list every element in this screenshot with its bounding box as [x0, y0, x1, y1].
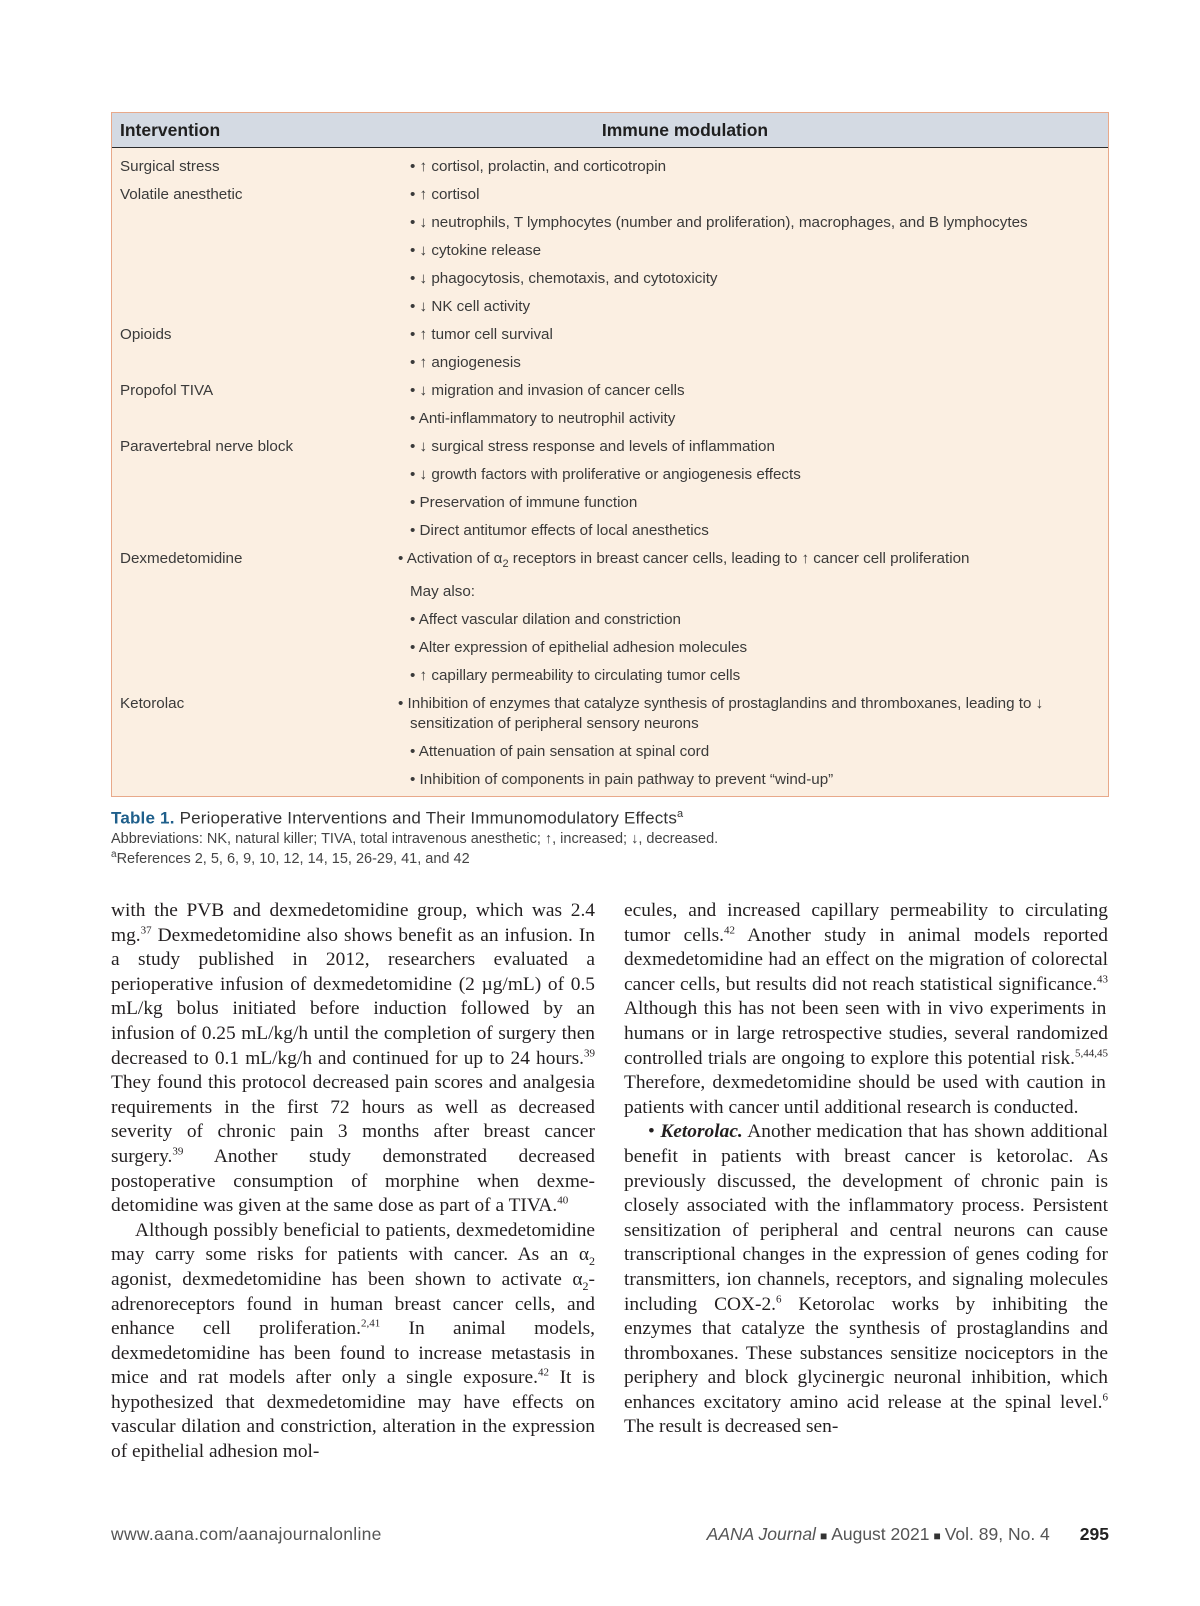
caption-references-line: [111, 849, 1111, 867]
text-run: Dexmedetomidine also shows benefit as an infusion. In a study published in 2012, researchers evaluated a perioperative infusion of dexmedetomidine (2 µg/mL) of 0.5 mL/kg bolus initiated before induction followed by an infusion of 0.25 mL/kg/h until the completion of surgery then decreased to 0.1 mL/kg/h and continued for up to 24 hours.: [111, 924, 595, 1069]
modulation-item: • ↑ cortisol: [410, 186, 480, 203]
modulation-item: May also:: [410, 583, 475, 601]
subscript: 2: [589, 1254, 595, 1269]
text-run: It is hypothesized that dexmedetomidine may have effects on vascular dilation and constriction, alteration in the expression of epithelial adhesion mol-: [111, 1367, 595, 1463]
citation: 37: [140, 924, 152, 937]
citation: 43: [1097, 973, 1108, 986]
header-intervention: Intervention: [120, 120, 221, 140]
citation: 39: [172, 1145, 184, 1158]
table-row: [112, 181, 1108, 321]
caption-label: Table 1.: [111, 808, 175, 828]
footer-url[interactable]: www.aana.com/aanajournalonline: [111, 1524, 382, 1544]
subscript: 2: [582, 1278, 589, 1293]
intervention-cell: Propofol TIVA: [120, 382, 214, 399]
text-run: Another medication that has shown additional benefit in patients with breast cancer is ketorolac. As previously discussed, the development of chronic pain is closely associated with the inflammatory process. Persistent sensitization of peripheral and central neurons can cause transcriptional changes in the expression of genes coding for transmitters, ion channels, receptors, and signaling molecules including COX-2.: [624, 1121, 1108, 1315]
modulation-item: • ↓ surgical stress response and levels of inflammation: [410, 438, 775, 455]
table-caption: [111, 808, 1111, 866]
text-run: Another study demonstrated decreased postoperative consumption of morphine when dexmedetomidine was given at the same dose as part of a TIVA.: [111, 1145, 595, 1217]
modulation-item: • Activation of $\alpha_2$ receptors in breast cancer cells, leading to ↑ cancer cell proliferation: [398, 550, 970, 571]
modulation-item: • Affect vascular dilation and constriction: [410, 611, 681, 629]
modulation-item: • ↓ migration and invasion of cancer cells: [410, 382, 685, 399]
immune-modulation-cell: [410, 153, 1108, 181]
caption-ref-mark: a: [111, 848, 117, 860]
modulation-item: • ↓ growth factors with proliferative or angiogenesis effects: [410, 466, 801, 483]
body-column-left: [111, 899, 595, 1465]
citation: 42: [724, 924, 736, 937]
text-run: The result is decreased sen-: [624, 1416, 839, 1438]
citation: 40: [557, 1194, 569, 1207]
immune-modulation-cell: [398, 690, 1108, 794]
table-body: [112, 148, 1108, 796]
paragraph: [624, 1120, 1108, 1440]
modulation-item: • ↓ phagocytosis, chemotaxis, and cytotoxicity: [410, 270, 718, 287]
citation: 5,44,45: [1075, 1047, 1108, 1060]
text-run: agonist, dexmedetomidine has been shown to activate α: [111, 1268, 583, 1290]
paragraph: [624, 899, 1108, 1120]
text-run: Ketorolac works by inhibiting the enzymes that catalyze the synthesis of prostaglandins and thromboxanes. These substances sensitize nociceptors in the periphery and block glycinergic neuronal inhibition, which enhances excitatory amino acid release at the spinal level.: [624, 1293, 1108, 1413]
table-row: [112, 321, 1108, 377]
header-immune-modulation: Immune modulation: [601, 120, 769, 140]
table-1: [111, 112, 1109, 797]
text-run: -adrenoreceptors found in human breast cancer cells, and enhance cell proliferation.: [111, 1268, 595, 1340]
paragraph: [111, 899, 595, 1219]
immune-modulation-cell: [410, 433, 1108, 545]
text-run: with the PVB and dexmedetomidine group, which was 2.4 mg.: [111, 900, 595, 946]
citation: 6: [1102, 1391, 1108, 1404]
caption-abbreviations: Abbreviations: NK, natural killer; TIVA, total intravenous anesthetic; ↑, increased; ↓, decreased.: [111, 830, 719, 847]
text-run: Although possibly beneficial to patients, dexmedetomidine may carry some risks for patients with cancer. As an α: [111, 1219, 595, 1266]
bullet: •: [648, 1121, 661, 1143]
caption-title: Perioperative Interventions and Their Immunomodulatory Effects: [179, 808, 678, 828]
footer-journal: AANA Journal: [706, 1524, 816, 1544]
intervention-cell: Surgical stress: [120, 158, 220, 175]
citation: 42: [537, 1366, 549, 1379]
page-number: 295: [1079, 1524, 1109, 1544]
modulation-item: • Attenuation of pain sensation at spinal cord: [410, 743, 710, 761]
modulation-item: • ↑ tumor cell survival: [410, 326, 553, 343]
citation: 2,41: [360, 1317, 381, 1330]
run-in-heading: Ketorolac.: [660, 1121, 743, 1143]
immune-modulation-cell: [410, 377, 1108, 433]
modulation-item: • Inhibition of enzymes that catalyze synthesis of prostaglandins and thromboxanes, leading to ↓ sensitization of peripheral sensory neurons: [398, 695, 1044, 733]
table-row: [112, 545, 1108, 690]
table-row: [112, 690, 1108, 794]
modulation-item: • Alter expression of epithelial adhesion molecules: [410, 639, 748, 657]
modulation-item: • ↑ cortisol, prolactin, and corticotropin: [410, 158, 667, 175]
paragraph: [111, 1219, 595, 1465]
citation: 6: [776, 1293, 782, 1306]
immune-modulation-cell: [410, 321, 1108, 377]
table-header: [112, 113, 1108, 148]
caption-title-footnote-mark: a: [677, 808, 684, 820]
modulation-item: • ↑ capillary permeability to circulating tumor cells: [410, 667, 741, 685]
text-run: Although this has not been seen with in vivo experiments in humans or in large retrospective studies, several randomized controlled trials are ongoing to explore this potential risk.: [624, 998, 1108, 1069]
caption-references: References 2, 5, 6, 9, 10, 12, 14, 15, 26-29, 41, and 42: [116, 850, 470, 867]
footer-separator: ■: [933, 1529, 941, 1543]
modulation-item: • Inhibition of components in pain pathway to prevent “wind-up”: [410, 771, 834, 789]
text-run: In animal models, dexmedetomidine has been found to increase metastasis in mice and rat models after only a single exposure.: [111, 1318, 595, 1389]
modulation-item: • Preservation of immune function: [410, 494, 638, 511]
text-run: Therefore, dexmedetomidine should be used with caution in patients with cancer until additional research is conducted.: [624, 1072, 1106, 1118]
footer-citation: [707, 1524, 1109, 1545]
immune-modulation-cell: [410, 181, 1108, 321]
intervention-cell: Ketorolac: [120, 695, 185, 713]
modulation-item: • ↓ cytokine release: [410, 242, 542, 259]
intervention-cell: Opioids: [120, 326, 172, 343]
footer-date: August 2021: [831, 1524, 930, 1544]
text-run: Another study in animal models reported dexmedetomidine had an effect on the migration of colorectal cancer cells, but results did not reach statistical significance.: [624, 924, 1108, 995]
caption-title-line: [111, 808, 1111, 829]
body-column-right: [624, 899, 1108, 1440]
modulation-item: • Direct antitumor effects of local anesthetics: [410, 522, 709, 539]
footer-separator: ■: [819, 1529, 828, 1543]
immune-modulation-cell: [398, 545, 1108, 690]
intervention-cell: Dexmedetomidine: [120, 550, 243, 567]
text-run: They found this protocol decreased pain scores and analgesia requirements in the first 72 hours as well as decreased severity of chronic pain 3 months after breast cancer surgery.: [111, 1072, 595, 1167]
intervention-cell: Volatile anesthetic: [120, 186, 243, 203]
modulation-item: • ↑ angiogenesis: [410, 354, 521, 371]
table-row: [112, 433, 1108, 545]
citation: 39: [584, 1047, 595, 1060]
footer-volume: Vol. 89, No. 4: [944, 1524, 1050, 1544]
table-row: [112, 377, 1108, 433]
text-run: ecules, and increased capillary permeability to circulating tumor cells.: [624, 900, 1108, 946]
modulation-item: • ↓ NK cell activity: [410, 298, 531, 315]
modulation-item: • Anti-inflammatory to neutrophil activity: [410, 410, 676, 427]
intervention-cell: Paravertebral nerve block: [120, 438, 294, 455]
modulation-item: • ↓ neutrophils, T lymphocytes (number and proliferation), macrophages, and B lymphocytes: [410, 214, 1028, 231]
table-row: [112, 153, 1108, 181]
